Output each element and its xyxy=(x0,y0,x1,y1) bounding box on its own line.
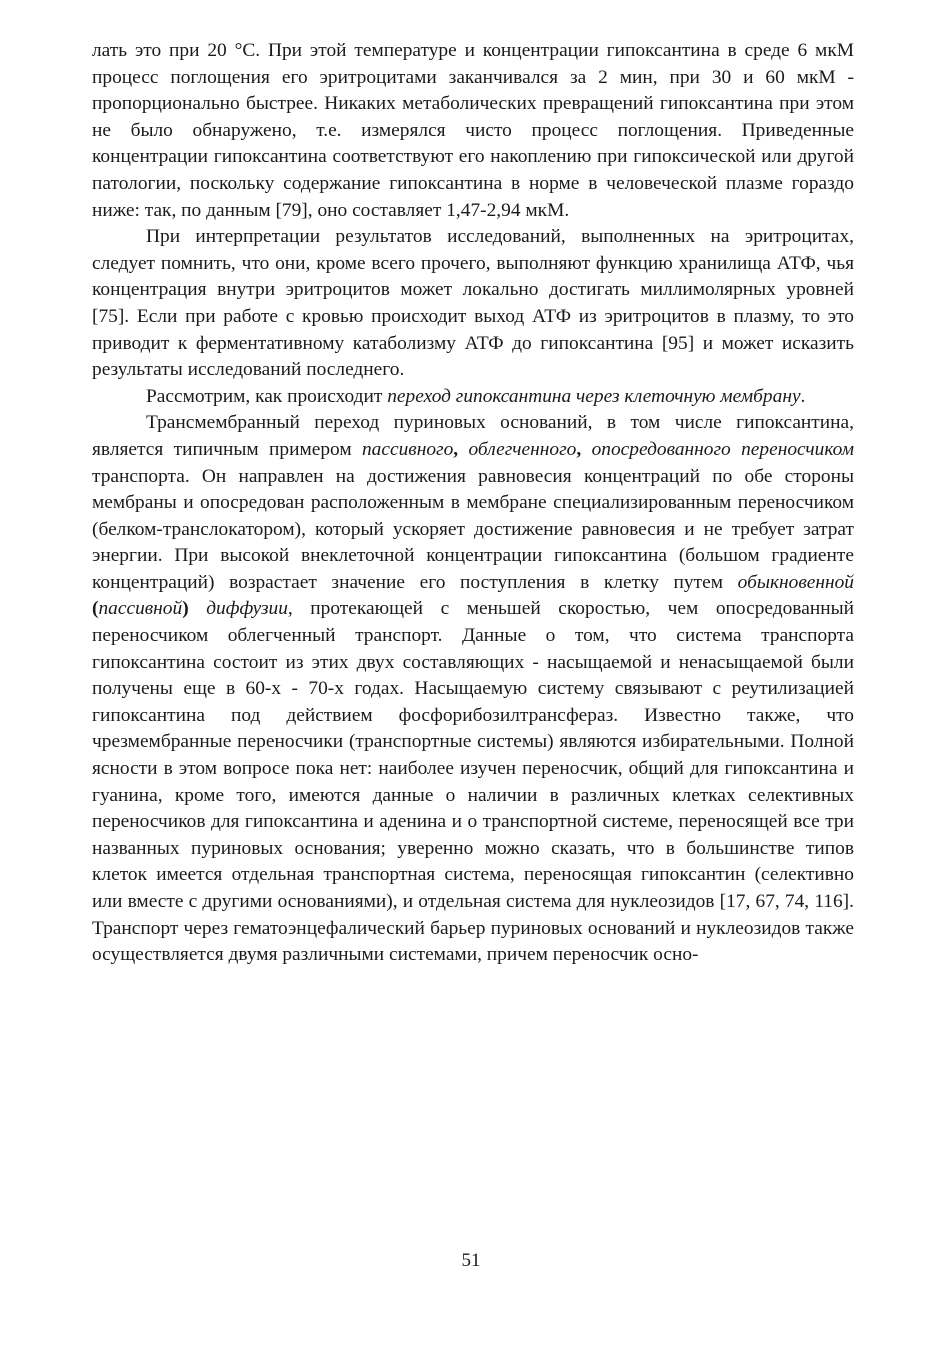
italic-term: пассивной xyxy=(98,598,183,620)
italic-term: переход гипоксантина через клеточную мембрану xyxy=(387,385,801,407)
paragraph-3 xyxy=(92,384,854,411)
text-run: транспорта. Он направлен на достижения равновесия концентраций по обе стороны мембраны и опосредован расположенным в мембране специализированным переносчиком (белком-транслокатором), который ускоряет достижение равновесия и не требует затрат энергии. При высокой внеклеточной концентрации гипоксантина (большом градиенте концентраций) возрастает значение его поступления в клетку путем xyxy=(92,465,854,593)
text-run: При интерпретации результатов исследований, выполненных на эритроцитах, следует помнить, что они, кроме всего прочего, выполняют функцию хранилища АТФ, чья концентрация внутри эритроцитов может локально достигать миллимолярных уровней [75]. Если при работе с кровью происходит выход АТФ из эритроцитов в плазму, то это приводит к ферментативному катаболизму АТФ до гипоксантина [95] и может исказить результаты исследований последнего. xyxy=(92,226,854,381)
text-run: , протекающей с меньшей скоростью, чем опосредованный переносчиком облегченный транспорт. Данные о том, что система транспорта гипоксантина состоит из этих двух составляющих - насыщаемой и ненасыщаемой были получены еще в 60-х - 70-х годах. Насыщаемую систему связывают с реутилизацией гипоксантина под действием фосфорибозилтрансфераз. Известно также, что чрезмембранные переносчики (транспортные системы) являются избирательными. Полной ясности в этом вопросе пока нет: наиболее изучен переносчик, общий для гипоксантина и гуанина, кроме того, имеются данные о наличии в различных клетках селективных переносчиков для гипоксантина и аденина и о транспортной системе, переносящей все три названных пуриновых основания; уверенно можно сказать, что в большинстве типов клеток имеется отдельная транспортная система, переносящая гипоксантин (селективно или вместе с другими основаниями), и отдельная система для нуклеозидов [17, 67, 74, 116]. Транспорт через гематоэнцефалический барьер пуриновых оснований и нуклеозидов также осуществляется двумя различными системами, причем переносчик осно- xyxy=(92,598,854,966)
italic-term: опосредованного переносчиком xyxy=(591,438,854,460)
italic-term: облегченного xyxy=(468,438,577,460)
text-run: , xyxy=(576,438,592,460)
text-run: ( xyxy=(92,598,99,620)
italic-term: пассивного xyxy=(361,438,454,460)
paragraph-1 xyxy=(92,38,854,224)
paragraph-2 xyxy=(92,224,854,384)
text-run: Рассмотрим, как происходит xyxy=(146,385,388,407)
italic-term: обыкновенной xyxy=(737,571,854,593)
text-run: лать это при 20 °С. При этой температуре и концентрации гипоксантина в среде 6 мкМ процесс поглощения его эритроцитами заканчивался за 2 мин, при 30 и 60 мкМ - пропорционально быстрее. Никаких метаболических превращений гипоксантина при этом не было обнаружено, т.е. измерялся чисто процесс поглощения. Приведенные концентрации гипоксантина соответствуют его накоплению при гипоксической или другой патологии, поскольку содержание гипоксантина в норме в человеческой плазме гораздо ниже: так, по данным [79], оно составляет 1,47-2,94 мкМ. xyxy=(92,40,854,221)
text-run: ) xyxy=(182,598,207,620)
text-run: Трансмембранный переход пуриновых оснований, в том числе гипоксантина, является типичным примером xyxy=(92,412,854,460)
paragraph-4 xyxy=(92,410,854,968)
page-number: 51 xyxy=(461,1250,481,1271)
text-run: . xyxy=(800,385,806,407)
body-text xyxy=(92,38,854,969)
text-run: , xyxy=(453,438,469,460)
italic-term: диффузии xyxy=(206,598,288,620)
